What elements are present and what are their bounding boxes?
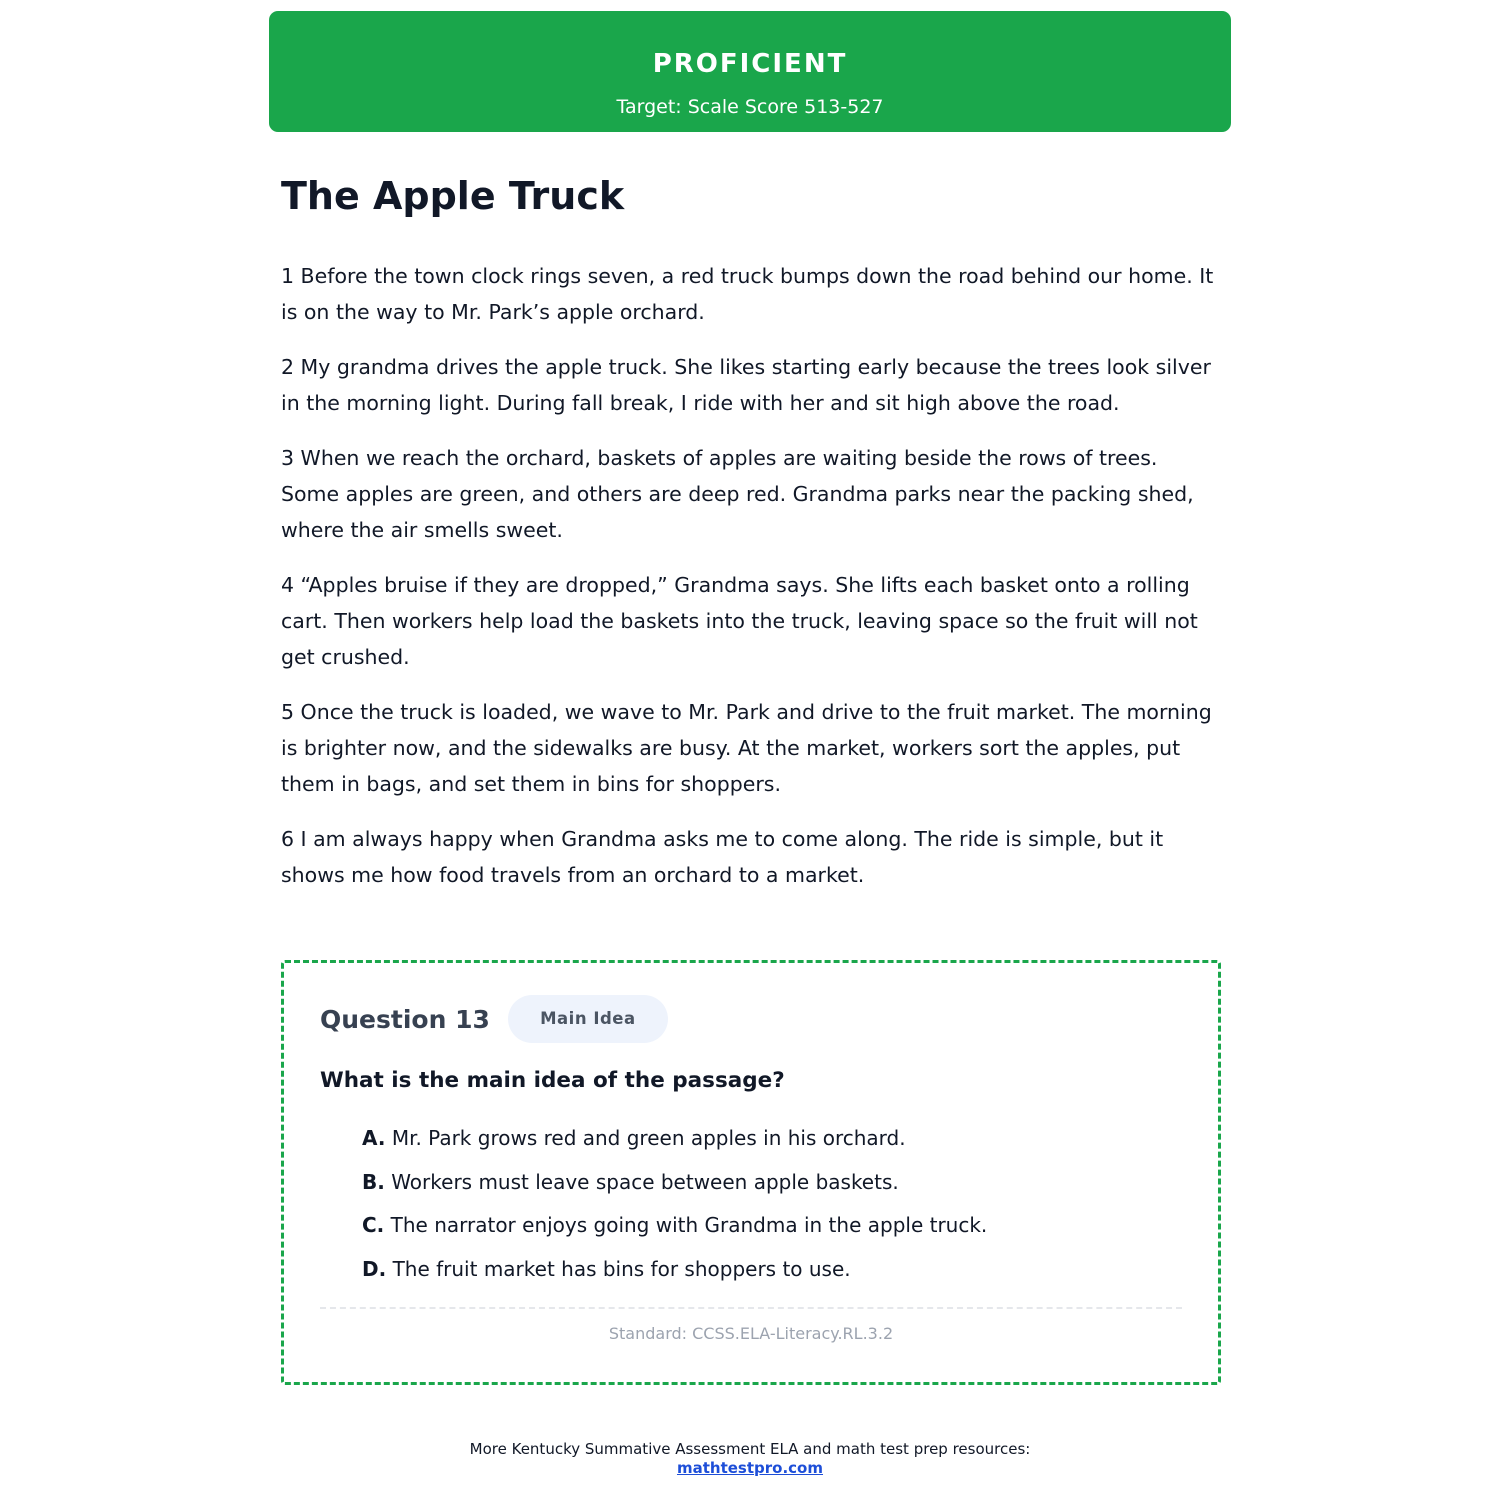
answer-option-c[interactable] bbox=[362, 1204, 987, 1248]
passage-title: The Apple Truck bbox=[281, 174, 625, 218]
answer-option-a[interactable] bbox=[362, 1117, 987, 1161]
option-letter: B. bbox=[362, 1169, 385, 1194]
paragraph-2: 2 My grandma drives the apple truck. She likes starting early because the trees look silver in the morning light. During fall break, I ride with her and sit high above the road. bbox=[281, 355, 1211, 415]
option-letter: C. bbox=[362, 1213, 385, 1237]
paragraph-3: 3 When we reach the orchard, baskets of apples are waiting beside the rows of trees. Some apples are green, and others are deep red. Grandma parks near the packing shed, where the air smells sweet. bbox=[281, 446, 1194, 542]
level-title: PROFICIENT bbox=[652, 49, 848, 79]
footer-text: More Kentucky Summative Assessment ELA and math test prep resources: bbox=[469, 1440, 1031, 1458]
target-score: Target: Scale Score 513-527 bbox=[616, 96, 884, 118]
paragraph-5: 5 Once the truck is loaded, we wave to Mr. Park and drive to the fruit market. The morning is brighter now, and the sidewalks are busy. At the market, workers sort the apples, put them in bags, and set them in bins for shoppers. bbox=[281, 700, 1212, 796]
option-text: The narrator enjoys going with Grandma in the apple truck. bbox=[390, 1213, 988, 1237]
passage-body bbox=[281, 258, 1221, 912]
option-text: Mr. Park grows red and green apples in his orchard. bbox=[391, 1126, 906, 1150]
question-header bbox=[320, 995, 668, 1043]
answer-option-d[interactable] bbox=[362, 1248, 987, 1292]
level-banner bbox=[269, 11, 1231, 132]
answer-option-b[interactable] bbox=[362, 1161, 987, 1205]
option-text: The fruit market has bins for shoppers to use. bbox=[392, 1256, 851, 1281]
answer-options bbox=[362, 1117, 987, 1291]
option-letter: D. bbox=[362, 1256, 387, 1281]
question-number: Question 13 bbox=[320, 1004, 490, 1034]
option-letter: A. bbox=[362, 1126, 386, 1150]
paragraph-4: 4 “Apples bruise if they are dropped,” Grandma says. She lifts each basket onto a rolling cart. Then workers help load the baskets into the truck, leaving space so the fruit will not get crushed. bbox=[281, 573, 1198, 669]
resources-link[interactable]: mathtestpro.com bbox=[676, 1459, 823, 1477]
footer bbox=[0, 1440, 1500, 1478]
standard-label: Standard: CCSS.ELA-Literacy.RL.3.2 bbox=[608, 1324, 894, 1343]
skill-tag-badge: Main Idea bbox=[508, 995, 668, 1043]
paragraph-6: 6 I am always happy when Grandma asks me to come along. The ride is simple, but it shows me how food travels from an orchard to a market. bbox=[281, 827, 1164, 887]
divider bbox=[320, 1307, 1182, 1309]
question-card bbox=[281, 960, 1221, 1385]
option-text: Workers must leave space between apple baskets. bbox=[391, 1169, 899, 1194]
question-prompt: What is the main idea of the passage? bbox=[320, 1068, 785, 1093]
paragraph-1: 1 Before the town clock rings seven, a red truck bumps down the road behind our home. It is on the way to Mr. Park’s apple orchard. bbox=[281, 264, 1214, 324]
